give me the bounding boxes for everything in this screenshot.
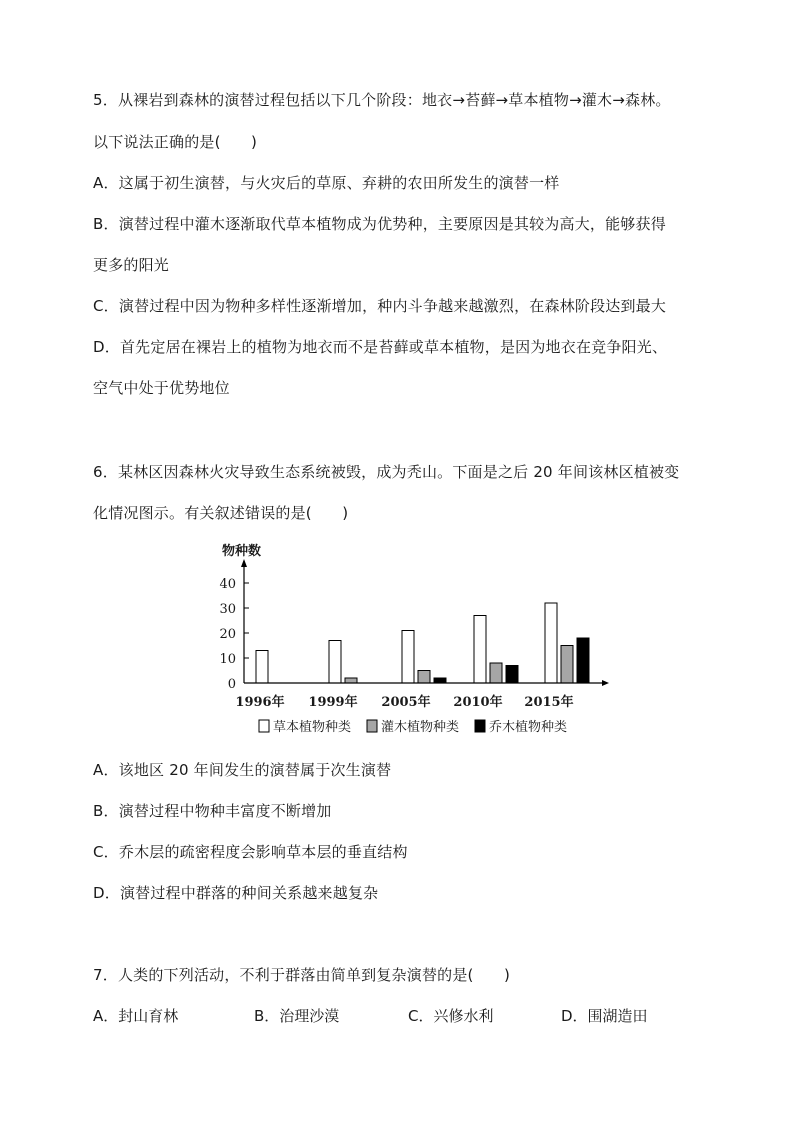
y-tick-label: 40: [219, 577, 236, 592]
legend-label-1: 灌木植物种类: [381, 720, 460, 735]
q6-option-c: C．乔木层的疏密程度会影响草本层的垂直结构: [93, 843, 408, 861]
bar-2-1: [418, 671, 430, 684]
x-tick-label: 2015年: [524, 695, 574, 710]
x-tick-label: 1999年: [308, 695, 358, 710]
y-tick-label: 20: [219, 627, 236, 642]
q5-option-b-line-2: 更多的阳光: [93, 256, 170, 274]
q7-option-c: C．兴修水利: [408, 1007, 494, 1025]
bar-4-2: [577, 638, 589, 683]
q6-option-a: A．该地区 20 年间发生的演替属于次生演替: [93, 761, 392, 779]
q7-option-b: B．治理沙漠: [254, 1007, 340, 1025]
legend-swatch-1: [367, 720, 377, 732]
y-axis-arrow: [241, 559, 247, 567]
bar-2-0: [402, 631, 414, 684]
bar-1-1: [345, 678, 357, 683]
species-bar-chart: [210, 536, 620, 746]
y-tick-label: 30: [219, 602, 236, 617]
legend-label-2: 乔木植物种类: [489, 720, 568, 735]
q6-stem-line-2: 化情况图示。有关叙述错误的是( ): [93, 504, 349, 522]
q7-options: [93, 1006, 733, 1026]
q5-option-d-line-1: D．首先定居在裸岩上的植物为地衣而不是苔藓或草本植物，是因为地衣在竞争阳光、: [93, 338, 668, 356]
q7-stem: 7．人类的下列活动，不利于群落由简单到复杂演替的是( ): [93, 966, 511, 984]
legend-swatch-2: [475, 720, 485, 732]
bar-3-2: [506, 666, 518, 684]
q5-stem-line-1: 5．从裸岩到森林的演替过程包括以下几个阶段：地衣→苔藓→草本植物→灌木→森林。: [93, 91, 671, 109]
q5-option-b-line-1: B．演替过程中灌木逐渐取代草本植物成为优势种，主要原因是其较为高大，能够获得: [93, 215, 666, 233]
q5-option-d-line-2: 空气中处于优势地位: [93, 379, 230, 397]
bar-2-2: [434, 678, 446, 683]
x-tick-label: 2010年: [453, 695, 503, 710]
bar-4-1: [561, 646, 573, 684]
q6-option-b: B．演替过程中物种丰富度不断增加: [93, 802, 332, 820]
y-axis-label: 物种数: [222, 544, 262, 559]
q5-option-c: C．演替过程中因为物种多样性逐渐增加，种内斗争越来越激烈，在森林阶段达到最大: [93, 297, 667, 315]
q7-option-a: A．封山育林: [93, 1007, 179, 1025]
bar-3-0: [474, 616, 486, 684]
q6-stem-line-1: 6．某林区因森林火灾导致生态系统被毁，成为秃山。下面是之后 20 年间该林区植被变: [93, 463, 680, 481]
y-tick-label: 0: [227, 677, 236, 692]
x-tick-label: 2005年: [381, 695, 431, 710]
legend-label-0: 草本植物种类: [273, 720, 352, 735]
bar-4-0: [545, 603, 557, 683]
bar-1-0: [329, 641, 341, 684]
x-tick-label: 1996年: [235, 695, 285, 710]
legend-swatch-0: [259, 720, 269, 732]
y-tick-label: 10: [219, 652, 236, 667]
q6-option-d: D．演替过程中群落的种间关系越来越复杂: [93, 884, 379, 902]
q5-option-a: A．这属于初生演替，与火灾后的草原、弃耕的农田所发生的演替一样: [93, 174, 560, 192]
bar-0-0: [256, 651, 268, 684]
bar-3-1: [490, 663, 502, 683]
q7-option-d: D．围湖造田: [561, 1007, 648, 1025]
x-axis-arrow: [602, 680, 609, 686]
q5-stem-line-2: 以下说法正确的是( ): [93, 133, 258, 151]
